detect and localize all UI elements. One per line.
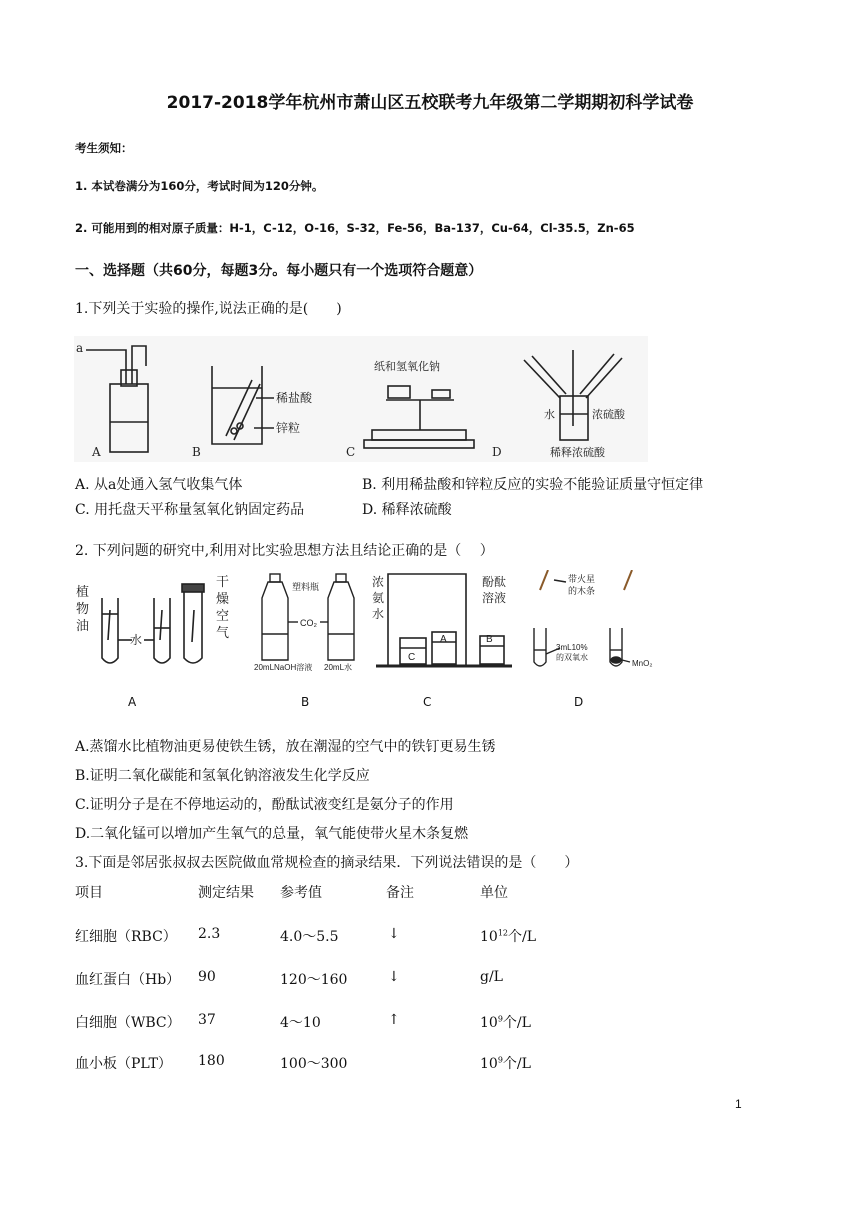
table-row-3-note: ↑: [388, 1012, 400, 1028]
table-row-2-ref: 120～160: [280, 972, 348, 988]
table-row-4-unit: $10^9$个/L: [480, 1055, 531, 1072]
label-ammonia-3: 水: [372, 607, 385, 621]
label-ammonia-1: 浓: [372, 575, 385, 589]
label-splint-2: 的木条: [568, 586, 596, 596]
section-heading: 一、选择题（共60分，每题3分。每小题只有一个选项符合题意）: [75, 263, 483, 279]
caption-a: A: [128, 695, 137, 709]
question-2-figure: [70, 570, 670, 674]
table-row-3-result: 37: [198, 1012, 216, 1028]
label-A: A: [92, 445, 101, 459]
label-dryair-3: 空: [216, 608, 230, 623]
question-1-option-b: B. 利用稀盐酸和锌粒反应的实验不能验证质量守恒定律: [362, 477, 704, 493]
label-B: B: [192, 445, 201, 459]
table-header-note: 备注: [386, 885, 414, 901]
label-dryair-4: 气: [216, 625, 230, 640]
table-header-item: 项目: [75, 885, 103, 901]
label-splint-1: 带火星: [568, 574, 596, 584]
table-row-4-result: 180: [198, 1053, 225, 1069]
label-beaker-c: C: [408, 652, 416, 663]
label-beaker-b: B: [486, 634, 493, 645]
label-a: a: [76, 341, 84, 355]
label-C: C: [346, 445, 356, 459]
table-row-4-item: 血小板（PLT）: [75, 1056, 172, 1072]
caption-b: B: [301, 695, 310, 709]
label-water-20: 20mL水: [324, 663, 353, 672]
label-oil-1: 植: [76, 584, 90, 599]
question-1-option-d: D. 稀释浓硫酸: [362, 502, 452, 518]
table-row-2-item: 血红蛋白（Hb）: [75, 972, 181, 988]
bell-jar-figure: [372, 574, 512, 666]
label-naoh-sol: 20mLNaOH溶液: [254, 663, 313, 672]
label-h2o2-2: 的双氧水: [556, 653, 588, 662]
question-2-stem: 2. 下列问题的研究中,利用对比实验思想方法且结论正确的是（ ）: [75, 543, 494, 559]
label-dryair-1: 干: [216, 574, 230, 589]
label-acid: 浓硫酸: [592, 408, 625, 421]
table-header-result: 测定结果: [198, 885, 254, 901]
table-row-1-unit: $10^{12}$个/L: [480, 928, 537, 945]
table-row-2-note: ↓: [388, 969, 400, 985]
label-oil-2: 物: [76, 601, 90, 616]
table-row-1-item: 红细胞（RBC）: [75, 929, 177, 945]
table-row-3-unit: $10^9$个/L: [480, 1014, 531, 1031]
question-2-option-d: D.二氧化锰可以增加产生氧气的总量，氧气能使带火星木条复燃: [75, 826, 469, 842]
table-row-4-ref: 100～300: [280, 1056, 348, 1072]
table-header-unit: 单位: [480, 885, 508, 901]
question-3-stem: 3.下面是邻居张叔叔去医院做血常规检查的摘录结果．下列说法错误的是（ ）: [75, 855, 579, 871]
label-water: 水: [544, 408, 555, 421]
page-title: 2017-2018学年杭州市萧山区五校联考九年级第二学期期初科学试卷: [166, 93, 694, 113]
rust-tubes-figure: [76, 574, 229, 663]
table-row-3-ref: 4～10: [280, 1015, 321, 1031]
question-1-option-a: A. 从a处通入氢气收集气体: [75, 477, 243, 493]
label-co2: CO₂: [300, 618, 317, 628]
caption-d: D: [574, 695, 584, 709]
table-row-1-ref: 4.0～5.5: [280, 929, 339, 945]
question-2-option-c: C.证明分子是在不停地运动的，酚酞试液变红是氨分子的作用: [75, 797, 454, 813]
page-number: 1: [735, 1097, 742, 1111]
caption-c: C: [423, 695, 432, 709]
plastic-bottles-figure: [254, 574, 354, 672]
label-mno2: MnO₂: [632, 659, 653, 668]
label-zn: 锌粒: [276, 421, 301, 435]
question-1-option-c: C. 用托盘天平称量氢氧化钠固定药品: [75, 502, 305, 518]
label-phenol-2: 溶液: [482, 591, 507, 605]
label-h2o2-1: 3mL10%: [556, 643, 588, 652]
table-row-1-result: 2.3: [198, 926, 221, 942]
question-1-stem: 1.下列关于实验的操作,说法正确的是( ): [75, 301, 342, 317]
label-naoh: 纸和氢氧化钠: [374, 360, 440, 373]
question-1-figure: [74, 336, 648, 462]
question-2-option-b: B.证明二氧化碳能和氢氧化钠溶液发生化学反应: [75, 768, 370, 784]
table-row-2-result: 90: [198, 969, 216, 985]
label-dryair-2: 燥: [216, 591, 230, 606]
label-water-a: 水: [130, 633, 143, 647]
notice-item-2: 2. 可能用到的相对原子质量：H-1，C-12，O-16，S-32，Fe-56，Ba-137，Cu-64，Cl-35.5，Zn-65: [75, 221, 635, 235]
notice-heading: 考生须知：: [75, 141, 133, 155]
table-header-ref: 参考值: [280, 885, 322, 901]
notice-item-1: 1. 本试卷满分为160分，考试时间为120分钟。: [75, 179, 324, 193]
label-oil-3: 油: [76, 618, 90, 633]
label-bottle: 塑料瓶: [292, 582, 320, 592]
label-beaker-a: A: [440, 634, 447, 645]
table-row-3-item: 白细胞（WBC）: [75, 1015, 181, 1031]
label-dilute: 稀释浓硫酸: [550, 446, 605, 459]
table-row-1-note: ↓: [388, 926, 400, 942]
peroxide-figure: [534, 570, 652, 668]
label-ammonia-2: 氨: [372, 591, 385, 605]
label-phenol-1: 酚酞: [482, 575, 507, 589]
label-D: D: [492, 445, 502, 459]
table-row-2-unit: g/L: [480, 969, 503, 985]
question-2-option-a: A.蒸馏水比植物油更易使铁生锈，放在潮湿的空气中的铁钉更易生锈: [75, 739, 496, 755]
label-hcl: 稀盐酸: [276, 391, 313, 405]
